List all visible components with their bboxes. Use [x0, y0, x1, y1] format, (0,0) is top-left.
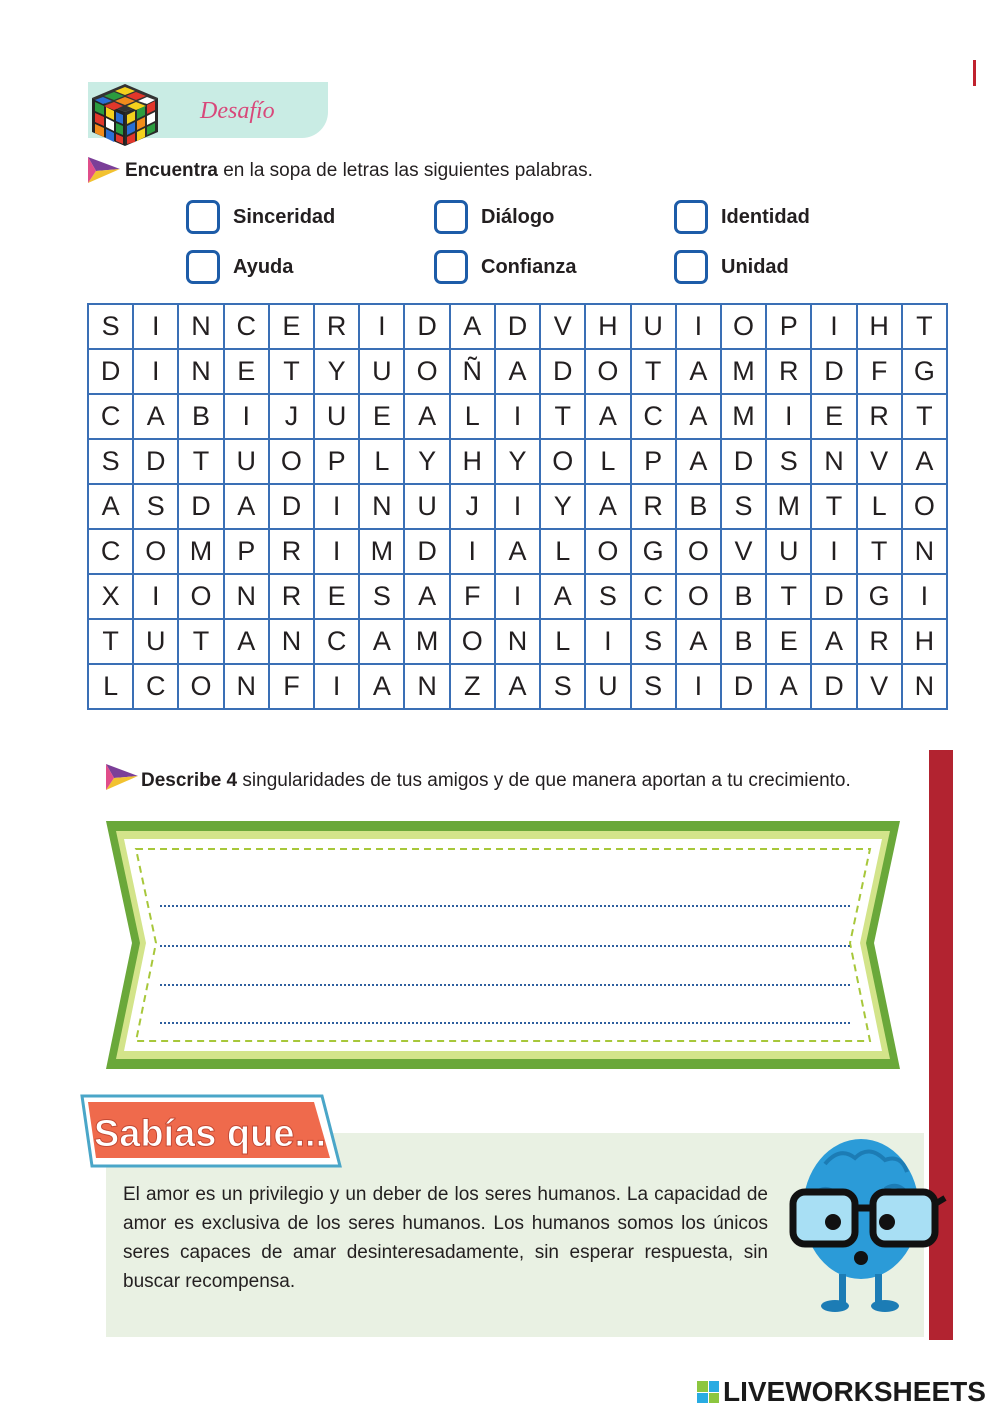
grid-cell[interactable]: S: [360, 575, 405, 620]
grid-cell[interactable]: A: [89, 485, 134, 530]
instruction-text: en la sopa de letras las siguientes palabras.: [217, 160, 593, 181]
grid-cell[interactable]: D: [722, 665, 767, 710]
word-item-confianza: [434, 250, 577, 284]
grid-cell[interactable]: L: [586, 440, 631, 485]
grid-cell[interactable]: I: [134, 350, 179, 395]
grid-cell[interactable]: C: [89, 530, 134, 575]
word-checkbox[interactable]: [674, 200, 708, 234]
grid-cell[interactable]: I: [315, 485, 360, 530]
grid-cell[interactable]: A: [405, 575, 450, 620]
grid-cell[interactable]: A: [812, 620, 857, 665]
word-item-unidad: [674, 250, 789, 284]
grid-cell[interactable]: U: [405, 485, 450, 530]
grid-cell[interactable]: M: [722, 395, 767, 440]
grid-cell[interactable]: D: [496, 305, 541, 350]
grid-cell[interactable]: E: [360, 395, 405, 440]
exercise1-instruction: [125, 160, 593, 182]
grid-cell[interactable]: V: [541, 305, 586, 350]
grid-cell[interactable]: A: [496, 665, 541, 710]
grid-cell[interactable]: H: [451, 440, 496, 485]
grid-cell[interactable]: D: [541, 350, 586, 395]
grid-cell[interactable]: E: [767, 620, 812, 665]
grid-cell[interactable]: T: [541, 395, 586, 440]
grid-cell[interactable]: M: [722, 350, 767, 395]
grid-cell[interactable]: A: [496, 530, 541, 575]
grid-cell[interactable]: A: [903, 440, 948, 485]
grid-cell[interactable]: B: [179, 395, 224, 440]
grid-cell[interactable]: I: [812, 530, 857, 575]
grid-cell[interactable]: I: [496, 395, 541, 440]
grid-cell[interactable]: I: [767, 395, 812, 440]
grid-cell[interactable]: N: [812, 440, 857, 485]
grid-cell[interactable]: S: [541, 665, 586, 710]
grid-cell[interactable]: N: [903, 665, 948, 710]
grid-cell[interactable]: O: [451, 620, 496, 665]
grid-cell[interactable]: I: [496, 575, 541, 620]
grid-cell[interactable]: D: [812, 575, 857, 620]
grid-cell[interactable]: T: [179, 620, 224, 665]
word-search-grid: [87, 303, 948, 710]
grid-cell[interactable]: I: [812, 305, 857, 350]
word-label: Sinceridad: [233, 205, 336, 228]
desafio-title: Desafío: [200, 98, 275, 124]
grid-cell[interactable]: G: [632, 530, 677, 575]
grid-cell[interactable]: P: [632, 440, 677, 485]
grid-cell[interactable]: N: [903, 530, 948, 575]
grid-cell[interactable]: B: [722, 575, 767, 620]
grid-cell[interactable]: O: [677, 575, 722, 620]
grid-cell[interactable]: U: [767, 530, 812, 575]
writing-line[interactable]: [160, 905, 850, 907]
grid-cell[interactable]: F: [858, 350, 903, 395]
word-item-sinceridad: [186, 200, 335, 234]
grid-cell[interactable]: N: [179, 305, 224, 350]
grid-cell[interactable]: A: [677, 395, 722, 440]
word-label: Confianza: [481, 255, 577, 278]
grid-cell[interactable]: A: [586, 395, 631, 440]
grid-cell[interactable]: E: [315, 575, 360, 620]
grid-cell[interactable]: Y: [541, 485, 586, 530]
grid-cell[interactable]: Y: [315, 350, 360, 395]
grid-cell[interactable]: R: [858, 395, 903, 440]
grid-cell[interactable]: L: [360, 440, 405, 485]
grid-cell[interactable]: S: [767, 440, 812, 485]
grid-cell[interactable]: E: [225, 350, 270, 395]
grid-cell[interactable]: L: [858, 485, 903, 530]
grid-cell[interactable]: O: [405, 350, 450, 395]
corner-mark: [973, 60, 976, 86]
grid-cell[interactable]: R: [315, 305, 360, 350]
grid-cell[interactable]: V: [858, 665, 903, 710]
arrow-bullet-icon: [104, 762, 140, 792]
grid-cell[interactable]: T: [858, 530, 903, 575]
grid-cell[interactable]: H: [903, 620, 948, 665]
grid-cell[interactable]: A: [496, 350, 541, 395]
grid-cell[interactable]: A: [360, 620, 405, 665]
grid-cell[interactable]: P: [315, 440, 360, 485]
liveworksheets-badge-icon: [697, 1381, 719, 1403]
word-item-identidad: [674, 200, 810, 234]
grid-cell[interactable]: H: [858, 305, 903, 350]
grid-cell[interactable]: M: [360, 530, 405, 575]
grid-cell[interactable]: U: [134, 620, 179, 665]
grid-cell[interactable]: Z: [451, 665, 496, 710]
word-label: Identidad: [721, 205, 810, 228]
grid-cell[interactable]: I: [134, 305, 179, 350]
word-checkbox[interactable]: [674, 250, 708, 284]
grid-cell[interactable]: D: [179, 485, 224, 530]
grid-cell[interactable]: V: [858, 440, 903, 485]
grid-cell[interactable]: O: [903, 485, 948, 530]
word-checkbox[interactable]: [434, 250, 468, 284]
grid-cell[interactable]: T: [903, 395, 948, 440]
exercise2-instruction: [141, 770, 851, 792]
sabias-text: El amor es un privilegio y un deber de los seres humanos. La capacidad de amor es exclusiva de los seres humanos. Los humanos somos los únicos seres capaces de amar desinteresadamente, sin esperar respuesta, sin buscar recompensa.: [123, 1184, 768, 1292]
grid-cell[interactable]: D: [812, 665, 857, 710]
grid-cell[interactable]: I: [360, 305, 405, 350]
word-checkbox[interactable]: [186, 200, 220, 234]
grid-cell[interactable]: I: [315, 530, 360, 575]
grid-cell[interactable]: S: [134, 485, 179, 530]
grid-cell[interactable]: L: [451, 395, 496, 440]
grid-cell[interactable]: I: [677, 305, 722, 350]
grid-cell[interactable]: Y: [496, 440, 541, 485]
brand-name: LIVEWORKSHEETS: [723, 1376, 986, 1407]
word-label: Diálogo: [481, 205, 555, 228]
grid-cell[interactable]: N: [270, 620, 315, 665]
grid-cell[interactable]: T: [903, 305, 948, 350]
arrow-bullet-icon: [86, 155, 122, 185]
grid-cell[interactable]: S: [586, 575, 631, 620]
grid-cell[interactable]: I: [903, 575, 948, 620]
grid-cell[interactable]: M: [179, 530, 224, 575]
grid-cell[interactable]: D: [812, 350, 857, 395]
grid-cell[interactable]: I: [225, 395, 270, 440]
word-label: Ayuda: [233, 255, 294, 278]
grid-cell[interactable]: U: [225, 440, 270, 485]
grid-cell[interactable]: I: [586, 620, 631, 665]
word-label: Unidad: [721, 255, 789, 278]
grid-cell[interactable]: I: [451, 530, 496, 575]
grid-cell[interactable]: A: [225, 485, 270, 530]
writing-line[interactable]: [160, 984, 850, 986]
grid-cell[interactable]: C: [225, 305, 270, 350]
brain-mascot-icon: [785, 1134, 950, 1319]
sabias-badge: [78, 1092, 343, 1172]
grid-cell[interactable]: N: [405, 665, 450, 710]
word-checkbox[interactable]: [186, 250, 220, 284]
writing-line[interactable]: [160, 1022, 850, 1024]
grid-cell[interactable]: J: [270, 395, 315, 440]
grid-cell[interactable]: B: [677, 485, 722, 530]
grid-cell[interactable]: L: [89, 665, 134, 710]
grid-cell[interactable]: M: [767, 485, 812, 530]
word-checkbox[interactable]: [434, 200, 468, 234]
grid-cell[interactable]: O: [586, 350, 631, 395]
grid-cell[interactable]: A: [405, 395, 450, 440]
grid-cell[interactable]: F: [270, 665, 315, 710]
grid-cell[interactable]: I: [134, 575, 179, 620]
rubiks-cube-icon: [86, 80, 164, 150]
grid-cell[interactable]: D: [270, 485, 315, 530]
instruction-bold: Encuentra: [125, 160, 218, 181]
grid-cell[interactable]: M: [405, 620, 450, 665]
grid-cell[interactable]: T: [632, 350, 677, 395]
grid-cell[interactable]: L: [541, 620, 586, 665]
grid-cell[interactable]: S: [722, 485, 767, 530]
sabias-title: Sabías que...: [93, 1113, 327, 1155]
grid-cell[interactable]: T: [767, 575, 812, 620]
grid-cell[interactable]: A: [677, 620, 722, 665]
grid-cell[interactable]: A: [225, 620, 270, 665]
grid-cell[interactable]: O: [541, 440, 586, 485]
grid-cell[interactable]: R: [270, 530, 315, 575]
grid-cell[interactable]: R: [858, 620, 903, 665]
grid-cell[interactable]: O: [722, 305, 767, 350]
grid-cell[interactable]: A: [541, 575, 586, 620]
word-item-dialogo: [434, 200, 554, 234]
grid-cell[interactable]: O: [586, 530, 631, 575]
word-item-ayuda: [186, 250, 293, 284]
grid-cell[interactable]: C: [89, 395, 134, 440]
grid-cell[interactable]: H: [586, 305, 631, 350]
grid-cell[interactable]: C: [632, 575, 677, 620]
grid-cell[interactable]: F: [451, 575, 496, 620]
grid-cell[interactable]: L: [541, 530, 586, 575]
grid-cell[interactable]: D: [89, 350, 134, 395]
grid-cell[interactable]: T: [270, 350, 315, 395]
grid-cell[interactable]: U: [315, 395, 360, 440]
grid-cell[interactable]: O: [134, 530, 179, 575]
grid-cell[interactable]: Ñ: [451, 350, 496, 395]
grid-cell[interactable]: G: [903, 350, 948, 395]
grid-cell[interactable]: U: [360, 350, 405, 395]
grid-cell[interactable]: J: [451, 485, 496, 530]
grid-cell[interactable]: C: [315, 620, 360, 665]
grid-cell[interactable]: D: [722, 440, 767, 485]
grid-cell[interactable]: A: [767, 665, 812, 710]
grid-cell[interactable]: T: [812, 485, 857, 530]
grid-cell[interactable]: O: [270, 440, 315, 485]
grid-cell[interactable]: P: [225, 530, 270, 575]
grid-cell[interactable]: O: [179, 575, 224, 620]
liveworksheets-logo[interactable]: [697, 1376, 986, 1408]
grid-cell[interactable]: I: [677, 665, 722, 710]
grid-cell[interactable]: A: [677, 440, 722, 485]
grid-cell[interactable]: X: [89, 575, 134, 620]
grid-cell[interactable]: N: [225, 575, 270, 620]
grid-cell[interactable]: I: [315, 665, 360, 710]
grid-cell[interactable]: S: [89, 440, 134, 485]
grid-cell[interactable]: A: [360, 665, 405, 710]
grid-cell[interactable]: S: [89, 305, 134, 350]
grid-cell[interactable]: Y: [405, 440, 450, 485]
grid-cell[interactable]: D: [405, 305, 450, 350]
grid-cell[interactable]: C: [134, 665, 179, 710]
grid-cell[interactable]: V: [722, 530, 767, 575]
grid-cell[interactable]: A: [451, 305, 496, 350]
grid-cell[interactable]: N: [496, 620, 541, 665]
grid-cell[interactable]: A: [134, 395, 179, 440]
grid-cell[interactable]: A: [677, 350, 722, 395]
grid-cell[interactable]: S: [632, 665, 677, 710]
grid-cell[interactable]: E: [812, 395, 857, 440]
grid-cell[interactable]: U: [632, 305, 677, 350]
grid-cell[interactable]: N: [179, 350, 224, 395]
grid-cell[interactable]: T: [179, 440, 224, 485]
grid-cell[interactable]: T: [89, 620, 134, 665]
instruction-bold: Describe 4: [141, 770, 238, 791]
instruction-text: singularidades de tus amigos y de que manera aportan a tu crecimiento.: [237, 770, 851, 791]
grid-cell[interactable]: G: [858, 575, 903, 620]
grid-cell[interactable]: B: [722, 620, 767, 665]
grid-cell[interactable]: N: [225, 665, 270, 710]
grid-cell[interactable]: R: [767, 350, 812, 395]
grid-cell[interactable]: U: [586, 665, 631, 710]
grid-cell[interactable]: N: [360, 485, 405, 530]
grid-cell[interactable]: R: [632, 485, 677, 530]
writing-line[interactable]: [160, 945, 850, 947]
grid-cell[interactable]: D: [405, 530, 450, 575]
grid-cell[interactable]: R: [270, 575, 315, 620]
grid-cell[interactable]: P: [767, 305, 812, 350]
grid-cell[interactable]: O: [179, 665, 224, 710]
grid-cell[interactable]: S: [632, 620, 677, 665]
grid-cell[interactable]: C: [632, 395, 677, 440]
grid-cell[interactable]: A: [586, 485, 631, 530]
grid-cell[interactable]: D: [134, 440, 179, 485]
grid-cell[interactable]: I: [496, 485, 541, 530]
grid-cell[interactable]: E: [270, 305, 315, 350]
grid-cell[interactable]: O: [677, 530, 722, 575]
